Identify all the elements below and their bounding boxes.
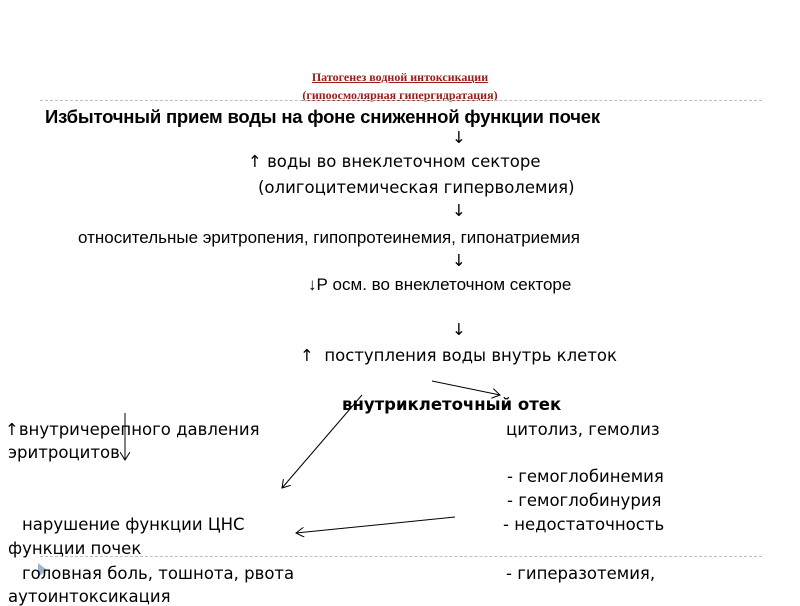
left-headache-nausea: головная боль, тошнота, рвота [22, 564, 295, 583]
left-wrap-kidney-function: функции почек [8, 539, 142, 558]
slide-title-line1: Патогенез водной интоксикации [311, 70, 489, 84]
step-oligocythemic-hypervolemia: (олигоцитемическая гиперволемия) [258, 178, 575, 197]
arrow-to-cytolysis-icon [432, 381, 500, 395]
step-extracellular-water-text: воды во внеклеточном секторе [267, 152, 541, 171]
right-hemoglobinuria: - гемоглобинурия [507, 491, 662, 510]
arrow-up-icon: ↑ [248, 152, 262, 171]
step-intracellular-edema: внутриклеточный отек [342, 395, 562, 414]
right-hyperazotemia: - гиперазотемия, [506, 564, 656, 583]
arrow-down-icon: ↓ [452, 201, 466, 220]
step-relative-erythropenia: относительные эритропения, гипопротеинемия, гипонатриемия [78, 228, 580, 247]
step-decreased-osmotic-pressure: ↓Р осм. во внеклеточном секторе [308, 275, 572, 294]
left-wrap-erythrocytes: эритроцитов [8, 443, 120, 462]
arrow-to-cns-icon [282, 395, 362, 488]
right-hemoglobinemia: - гемоглобинемия [507, 467, 664, 486]
left-intracranial-pressure: ↑внутричерепного давления [5, 420, 260, 439]
left-cns-dysfunction: нарушение функции ЦНС [22, 515, 245, 534]
step-water-influx-text: поступления воды внутрь клеток [324, 346, 617, 365]
arrow-up-icon: ↑ [300, 346, 314, 365]
left-wrap-autointoxication: аутоинтоксикация [8, 587, 171, 606]
step-excess-water-intake: Избыточный прием воды на фоне сниженной функции почек [45, 106, 600, 127]
slide-title-line2: (гипоосмолярная гипергидратация) [302, 88, 498, 102]
arrow-down-icon: ↓ [452, 320, 466, 339]
right-insufficiency: - недостаточность [503, 515, 665, 534]
arrow-down-icon: ↓ [452, 251, 466, 270]
right-cytolysis-hemolysis: цитолиз, гемолиз [506, 420, 660, 439]
arrow-to-cns-left-icon [296, 517, 455, 533]
arrow-down-icon: ↓ [452, 128, 466, 147]
